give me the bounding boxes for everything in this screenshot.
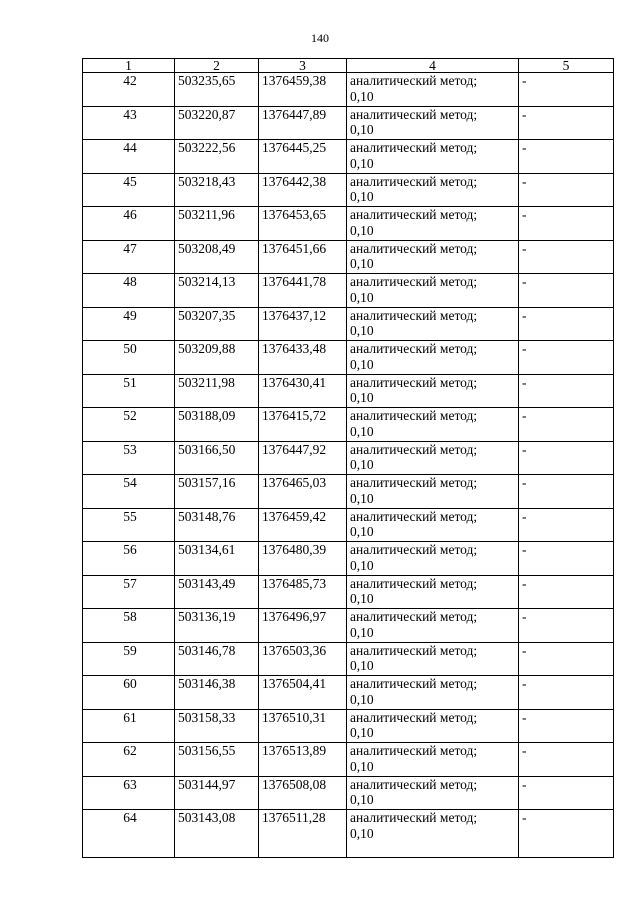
method-cell <box>347 475 519 509</box>
y-coordinate-cell: 1376511,28 <box>259 810 347 858</box>
y-coordinate-cell: 1376430,41 <box>259 374 347 408</box>
point-number-cell: 49 <box>83 307 175 341</box>
note-cell: - <box>519 609 614 643</box>
method-cell <box>347 542 519 576</box>
y-coordinate-cell: 1376459,38 <box>259 73 347 107</box>
method-cell <box>347 341 519 375</box>
x-coordinate-cell: 503134,61 <box>175 542 259 576</box>
point-number-cell: 42 <box>83 73 175 107</box>
table-row <box>83 676 614 710</box>
method-cell <box>347 441 519 475</box>
method-cell <box>347 73 519 107</box>
point-number-cell: 50 <box>83 341 175 375</box>
accuracy-text: 0,10 <box>350 390 374 405</box>
y-coordinate-cell: 1376447,92 <box>259 441 347 475</box>
column-header-3: 3 <box>259 59 347 73</box>
y-coordinate-cell: 1376442,38 <box>259 173 347 207</box>
table-row <box>83 341 614 375</box>
method-text: аналитический метод; <box>350 307 478 323</box>
column-header-1: 1 <box>83 59 175 73</box>
method-text: аналитический метод; <box>350 374 478 390</box>
method-cell <box>347 207 519 241</box>
point-number-cell: 55 <box>83 508 175 542</box>
y-coordinate-cell: 1376453,65 <box>259 207 347 241</box>
table-row <box>83 542 614 576</box>
table-row <box>83 508 614 542</box>
method-cell <box>347 106 519 140</box>
y-coordinate-cell: 1376437,12 <box>259 307 347 341</box>
note-cell: - <box>519 173 614 207</box>
method-cell <box>347 642 519 676</box>
method-cell <box>347 810 519 858</box>
accuracy-text: 0,10 <box>350 457 374 472</box>
x-coordinate-cell: 503146,38 <box>175 676 259 710</box>
y-coordinate-cell: 1376465,03 <box>259 475 347 509</box>
point-number-cell: 62 <box>83 743 175 777</box>
point-number-cell: 48 <box>83 274 175 308</box>
method-cell <box>347 274 519 308</box>
y-coordinate-cell: 1376441,78 <box>259 274 347 308</box>
note-cell: - <box>519 776 614 810</box>
method-text: аналитический метод; <box>350 140 478 155</box>
accuracy-text: 0,10 <box>350 725 374 740</box>
column-header-2: 2 <box>175 59 259 73</box>
note-cell: - <box>519 676 614 710</box>
note-cell: - <box>519 307 614 341</box>
x-coordinate-cell: 503166,50 <box>175 441 259 475</box>
point-number-cell: 59 <box>83 642 175 676</box>
accuracy-text: 0,10 <box>350 524 374 539</box>
note-cell: - <box>519 240 614 274</box>
table-row <box>83 106 614 140</box>
point-number-cell: 45 <box>83 173 175 207</box>
method-cell <box>347 240 519 274</box>
x-coordinate-cell: 503143,08 <box>175 810 259 858</box>
table-row <box>83 642 614 676</box>
note-cell: - <box>519 73 614 107</box>
method-text: аналитический метод; <box>350 173 478 189</box>
x-coordinate-cell: 503211,98 <box>175 374 259 408</box>
accuracy-text: 0,10 <box>350 557 374 573</box>
x-coordinate-cell: 503220,87 <box>175 106 259 140</box>
table-row <box>83 575 614 609</box>
accuracy-text: 0,10 <box>350 356 374 372</box>
method-text: аналитический метод; <box>350 240 478 256</box>
table-row <box>83 173 614 207</box>
table-row <box>83 743 614 777</box>
x-coordinate-cell: 503136,19 <box>175 609 259 643</box>
y-coordinate-cell: 1376485,73 <box>259 575 347 609</box>
accuracy-text: 0,10 <box>350 691 374 707</box>
table-row <box>83 73 614 107</box>
y-coordinate-cell: 1376459,42 <box>259 508 347 542</box>
method-cell <box>347 676 519 710</box>
point-number-cell: 64 <box>83 810 175 858</box>
method-text: аналитический метод; <box>350 341 478 356</box>
method-text: аналитический метод; <box>350 542 478 557</box>
y-coordinate-cell: 1376480,39 <box>259 542 347 576</box>
note-cell: - <box>519 341 614 375</box>
note-cell: - <box>519 374 614 408</box>
method-cell <box>347 609 519 643</box>
note-cell: - <box>519 441 614 475</box>
x-coordinate-cell: 503207,35 <box>175 307 259 341</box>
note-cell: - <box>519 207 614 241</box>
x-coordinate-cell: 503156,55 <box>175 743 259 777</box>
accuracy-text: 0,10 <box>350 256 374 271</box>
x-coordinate-cell: 503143,49 <box>175 575 259 609</box>
table-row <box>83 475 614 509</box>
y-coordinate-cell: 1376415,72 <box>259 408 347 442</box>
accuracy-text: 0,10 <box>350 323 374 338</box>
table-row <box>83 408 614 442</box>
method-text: аналитический метод; <box>350 508 478 524</box>
accuracy-text: 0,10 <box>350 825 374 841</box>
accuracy-text: 0,10 <box>350 490 374 506</box>
page-number: 140 <box>311 31 329 45</box>
accuracy-text: 0,10 <box>350 189 374 204</box>
y-coordinate-cell: 1376496,97 <box>259 609 347 643</box>
y-coordinate-cell: 1376451,66 <box>259 240 347 274</box>
table-row <box>83 709 614 743</box>
method-text: аналитический метод; <box>350 73 478 88</box>
point-number-cell: 51 <box>83 374 175 408</box>
method-text: аналитический метод; <box>350 743 478 758</box>
table-row <box>83 374 614 408</box>
point-number-cell: 57 <box>83 575 175 609</box>
method-text: аналитический метод; <box>350 441 478 457</box>
method-text: аналитический метод; <box>350 609 478 624</box>
table-row <box>83 274 614 308</box>
table-row <box>83 609 614 643</box>
method-cell <box>347 743 519 777</box>
note-cell: - <box>519 475 614 509</box>
y-coordinate-cell: 1376510,31 <box>259 709 347 743</box>
y-coordinate-cell: 1376503,36 <box>259 642 347 676</box>
accuracy-text: 0,10 <box>350 289 374 305</box>
accuracy-text: 0,10 <box>350 88 374 104</box>
x-coordinate-cell: 503157,16 <box>175 475 259 509</box>
accuracy-text: 0,10 <box>350 591 374 606</box>
x-coordinate-cell: 503158,33 <box>175 709 259 743</box>
point-number-cell: 44 <box>83 140 175 174</box>
y-coordinate-cell: 1376508,08 <box>259 776 347 810</box>
point-number-cell: 52 <box>83 408 175 442</box>
point-number-cell: 43 <box>83 106 175 140</box>
note-cell: - <box>519 709 614 743</box>
note-cell: - <box>519 642 614 676</box>
method-cell <box>347 307 519 341</box>
table-row <box>83 240 614 274</box>
method-text: аналитический метод; <box>350 642 478 658</box>
table-row <box>83 307 614 341</box>
note-cell: - <box>519 106 614 140</box>
point-number-cell: 54 <box>83 475 175 509</box>
table-row <box>83 140 614 174</box>
table-row <box>83 207 614 241</box>
accuracy-text: 0,10 <box>350 792 374 807</box>
point-number-cell: 63 <box>83 776 175 810</box>
method-cell <box>347 408 519 442</box>
column-header-4: 4 <box>347 59 519 73</box>
x-coordinate-cell: 503209,88 <box>175 341 259 375</box>
x-coordinate-cell: 503188,09 <box>175 408 259 442</box>
method-text: аналитический метод; <box>350 207 478 222</box>
point-number-cell: 58 <box>83 609 175 643</box>
accuracy-text: 0,10 <box>350 658 374 673</box>
method-cell <box>347 575 519 609</box>
table-row <box>83 776 614 810</box>
x-coordinate-cell: 503222,56 <box>175 140 259 174</box>
y-coordinate-cell: 1376433,48 <box>259 341 347 375</box>
method-cell <box>347 374 519 408</box>
method-text: аналитический метод; <box>350 575 478 591</box>
method-cell <box>347 173 519 207</box>
table-row <box>83 441 614 475</box>
x-coordinate-cell: 503235,65 <box>175 73 259 107</box>
x-coordinate-cell: 503144,97 <box>175 776 259 810</box>
note-cell: - <box>519 542 614 576</box>
x-coordinate-cell: 503208,49 <box>175 240 259 274</box>
point-number-cell: 56 <box>83 542 175 576</box>
method-cell <box>347 709 519 743</box>
table-body <box>83 73 614 858</box>
point-number-cell: 53 <box>83 441 175 475</box>
method-text: аналитический метод; <box>350 408 478 423</box>
point-number-cell: 46 <box>83 207 175 241</box>
x-coordinate-cell: 503214,13 <box>175 274 259 308</box>
note-cell: - <box>519 408 614 442</box>
column-header-5: 5 <box>519 59 614 73</box>
method-text: аналитический метод; <box>350 709 478 725</box>
method-text: аналитический метод; <box>350 676 478 691</box>
y-coordinate-cell: 1376445,25 <box>259 140 347 174</box>
table-header-row <box>83 59 614 73</box>
note-cell: - <box>519 508 614 542</box>
method-cell <box>347 776 519 810</box>
note-cell: - <box>519 140 614 174</box>
point-number-cell: 60 <box>83 676 175 710</box>
x-coordinate-cell: 503211,96 <box>175 207 259 241</box>
method-text: аналитический метод; <box>350 475 478 490</box>
method-cell <box>347 140 519 174</box>
note-cell: - <box>519 810 614 858</box>
accuracy-text: 0,10 <box>350 155 374 171</box>
x-coordinate-cell: 503218,43 <box>175 173 259 207</box>
note-cell: - <box>519 274 614 308</box>
x-coordinate-cell: 503146,78 <box>175 642 259 676</box>
y-coordinate-cell: 1376504,41 <box>259 676 347 710</box>
coordinates-table <box>82 58 614 858</box>
accuracy-text: 0,10 <box>350 758 374 774</box>
note-cell: - <box>519 575 614 609</box>
accuracy-text: 0,10 <box>350 624 374 640</box>
method-cell <box>347 508 519 542</box>
point-number-cell: 61 <box>83 709 175 743</box>
method-text: аналитический метод; <box>350 274 478 289</box>
note-cell: - <box>519 743 614 777</box>
point-number-cell: 47 <box>83 240 175 274</box>
method-text: аналитический метод; <box>350 106 478 122</box>
accuracy-text: 0,10 <box>350 423 374 439</box>
x-coordinate-cell: 503148,76 <box>175 508 259 542</box>
y-coordinate-cell: 1376447,89 <box>259 106 347 140</box>
table-row <box>83 810 614 858</box>
accuracy-text: 0,10 <box>350 122 374 137</box>
y-coordinate-cell: 1376513,89 <box>259 743 347 777</box>
method-text: аналитический метод; <box>350 810 478 825</box>
method-text: аналитический метод; <box>350 776 478 792</box>
accuracy-text: 0,10 <box>350 222 374 238</box>
